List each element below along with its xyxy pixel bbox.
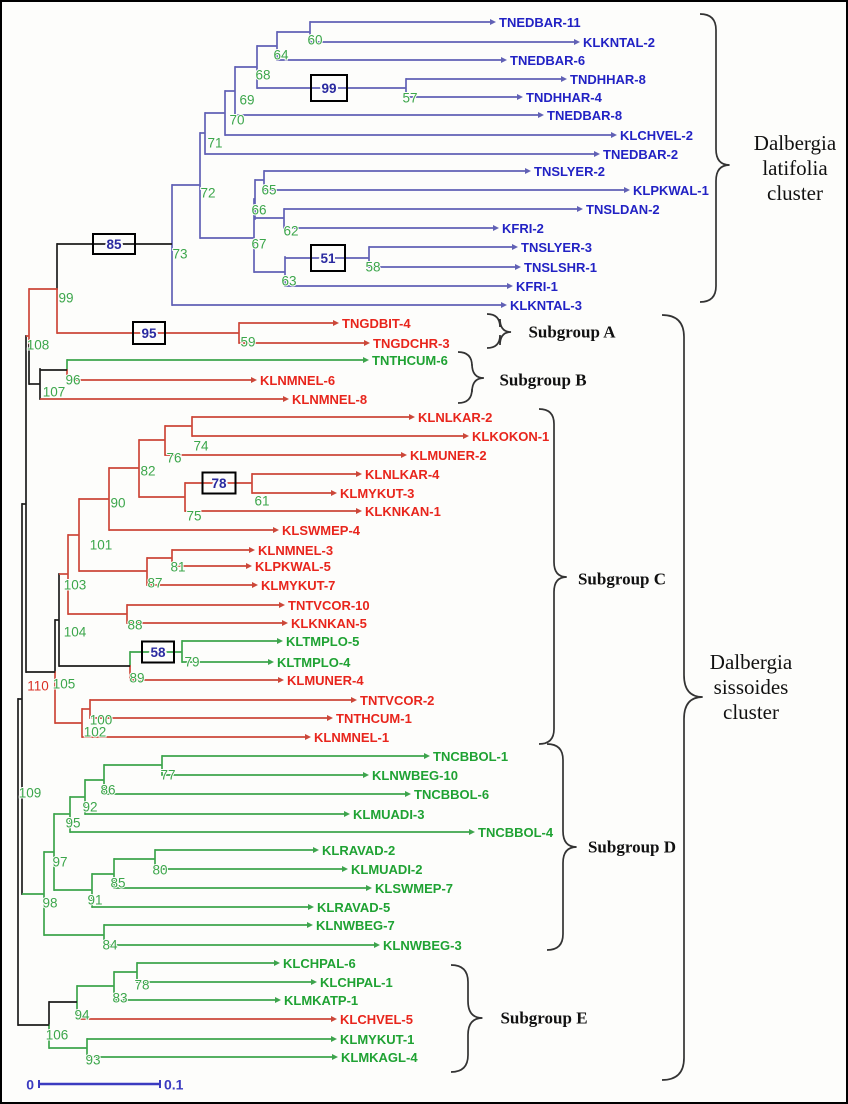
branch-arrowhead-icon <box>252 582 258 588</box>
support-value-label: 80 <box>152 862 168 878</box>
support-value-label: 103 <box>63 577 87 593</box>
support-value-label: 86 <box>100 782 116 798</box>
support-value-label: 98 <box>42 895 58 911</box>
support-value-label: 94 <box>74 1007 90 1023</box>
branch-arrowhead-icon <box>283 396 289 402</box>
leaf-label: TNEDBAR-8 <box>547 108 623 123</box>
leaf-label: TNEDBAR-6 <box>510 53 586 68</box>
support-value-label: 108 <box>26 337 50 353</box>
subgroup-e-brace <box>451 965 482 1072</box>
branch-arrowhead-icon <box>501 302 507 308</box>
branch-arrowhead-icon <box>308 904 314 910</box>
leaf-label: KLPKWAL-1 <box>633 183 709 198</box>
boxed-support-value: 51 <box>320 251 336 266</box>
leaf-label: TNTVCOR-2 <box>360 693 435 708</box>
subgroup-b-brace <box>458 352 484 403</box>
branch-arrowhead-icon <box>344 811 350 817</box>
branch-arrowhead-icon <box>363 772 369 778</box>
leaf-label: TNCBBOL-4 <box>478 825 554 840</box>
leaf-label: KLKNKAN-5 <box>291 616 367 631</box>
leaf-label: KLSWMEP-4 <box>282 523 360 538</box>
leaf-label: KLMKAGL-4 <box>341 1050 418 1065</box>
subgroup-d-label: Subgroup D <box>587 837 677 857</box>
branch-arrowhead-icon <box>469 829 475 835</box>
subgroup-c-label: Subgroup C <box>577 569 667 589</box>
branch-arrowhead-icon <box>594 151 600 157</box>
leaf-label: KLNLKAR-4 <box>365 467 440 482</box>
leaf-label: KLCHVEL-2 <box>620 128 693 143</box>
boxed-support-value: 95 <box>141 326 157 341</box>
support-value-label: 58 <box>365 259 381 275</box>
branch-arrowhead-icon <box>405 791 411 797</box>
branch-arrowhead-icon <box>356 508 362 514</box>
leaf-label: TNEDBAR-2 <box>603 147 679 162</box>
support-value-label: 104 <box>63 624 87 640</box>
branch-arrowhead-icon <box>493 225 499 231</box>
leaf-label: KLNWBEG-10 <box>372 768 458 783</box>
dalbergia-latifolia-cluster-label: Dalbergia <box>753 131 837 155</box>
leaf-label: TNGDBIT-4 <box>342 316 411 331</box>
leaf-label: KLNMNEL-6 <box>260 373 336 388</box>
branch-arrowhead-icon <box>268 659 274 665</box>
leaf-label: KLMYKUT-3 <box>340 486 415 501</box>
support-value-label: 66 <box>251 202 267 218</box>
support-value-label: 63 <box>281 273 297 289</box>
branch-arrowhead-icon <box>374 942 380 948</box>
leaf-label: TNDHHAR-4 <box>526 90 602 105</box>
branch-arrowhead-icon <box>366 885 372 891</box>
branch-arrowhead-icon <box>401 452 407 458</box>
leaf-label: TNDHHAR-8 <box>570 72 646 87</box>
branch-arrowhead-icon <box>574 39 580 45</box>
branch-arrowhead-icon <box>331 490 337 496</box>
branch-arrowhead-icon <box>279 602 285 608</box>
branch-arrowhead-icon <box>624 187 630 193</box>
support-value-label: 92 <box>82 799 98 815</box>
leaf-label: TNGDCHR-3 <box>373 336 450 351</box>
branch-arrowhead-icon <box>246 563 252 569</box>
branch-arrowhead-icon <box>342 866 348 872</box>
dalbergia-latifolia-cluster-label: cluster <box>767 181 823 205</box>
support-value-label: 88 <box>127 617 143 633</box>
branch-arrowhead-icon <box>363 357 369 363</box>
dalbergia-latifolia-cluster-label: latifolia <box>762 156 828 180</box>
branch-arrowhead-icon <box>282 620 288 626</box>
leaf-label: KLNWBEG-3 <box>383 938 462 953</box>
leaf-label: KLRAVAD-2 <box>322 843 396 858</box>
support-value-label: 59 <box>240 334 256 350</box>
branch-arrowhead-icon <box>517 94 523 100</box>
support-value-label: 64 <box>273 47 289 63</box>
branch-arrowhead-icon <box>409 414 415 420</box>
support-value-label: 61 <box>254 493 270 509</box>
leaf-label: TNSLDAN-2 <box>586 202 660 217</box>
branch-arrowhead-icon <box>356 471 362 477</box>
branch-arrowhead-icon <box>277 638 283 644</box>
support-value-label: 110 <box>27 678 49 694</box>
support-value-label: 73 <box>172 246 188 262</box>
leaf-label: KLTMPLO-4 <box>277 655 351 670</box>
branch-arrowhead-icon <box>327 715 333 721</box>
support-value-label: 107 <box>42 384 66 400</box>
support-value-label: 70 <box>229 112 245 128</box>
support-value-label: 65 <box>261 182 277 198</box>
branch-arrowhead-icon <box>538 112 544 118</box>
leaf-label: KLKNTAL-2 <box>583 35 655 50</box>
subgroup-a-label: Subgroup A <box>528 322 616 342</box>
branch-arrowhead-icon <box>501 57 507 63</box>
leaf-label: TNEDBAR-11 <box>499 15 581 30</box>
leaf-label: KLMYKUT-7 <box>261 578 336 593</box>
subgroup-c-brace <box>539 409 567 744</box>
dalbergia-sissoides-cluster-label: cluster <box>723 700 779 724</box>
leaf-label: KLSWMEP-7 <box>375 881 453 896</box>
branch-arrowhead-icon <box>274 960 280 966</box>
support-value-label: 87 <box>147 575 163 591</box>
branch-arrowhead-icon <box>332 1054 338 1060</box>
leaf-label: KLNWBEG-7 <box>316 918 395 933</box>
leaf-label: KLCHPAL-6 <box>283 956 356 971</box>
support-value-label: 81 <box>170 559 186 575</box>
branch-arrowhead-icon <box>313 847 319 853</box>
leaf-label: KLMUADI-2 <box>351 862 423 877</box>
leaf-label: TNCBBOL-1 <box>433 749 509 764</box>
leaf-label: KLMUNER-2 <box>410 448 487 463</box>
leaf-label: TNTHCUM-6 <box>372 353 448 368</box>
branch-arrowhead-icon <box>364 340 370 346</box>
leaf-label: KFRI-1 <box>516 279 558 294</box>
branch-arrowhead-icon <box>490 19 496 25</box>
leaf-label: KLMKATP-1 <box>284 993 359 1008</box>
support-value-label: 78 <box>134 977 150 993</box>
branch-arrowhead-icon <box>249 547 255 553</box>
support-value-label: 69 <box>239 92 255 108</box>
dalbergia-latifolia-brace <box>700 14 730 302</box>
dalbergia-sissoides-brace <box>662 315 703 1080</box>
support-value-label: 74 <box>193 438 209 454</box>
branch-arrowhead-icon <box>515 264 521 270</box>
leaf-label: KLPKWAL-5 <box>255 559 331 574</box>
support-value-label: 97 <box>52 854 68 870</box>
support-value-label: 83 <box>112 990 128 1006</box>
branch-arrowhead-icon <box>307 922 313 928</box>
scale-bar-end-label: 0.1 <box>164 1076 184 1093</box>
leaf-label: KLNMNEL-8 <box>292 392 368 407</box>
leaf-label: KLKNTAL-3 <box>510 298 582 313</box>
support-value-label: 71 <box>207 135 223 151</box>
leaf-label: KLKOKON-1 <box>472 429 550 444</box>
subgroup-b-label: Subgroup B <box>499 370 587 390</box>
branch-arrowhead-icon <box>424 753 430 759</box>
support-value-label: 68 <box>255 67 271 83</box>
leaf-label: TNSLYER-3 <box>521 240 593 255</box>
branch-arrowhead-icon <box>331 1016 337 1022</box>
branch-arrowhead-icon <box>278 677 284 683</box>
leaf-label: TNTHCUM-1 <box>336 711 412 726</box>
branch-arrowhead-icon <box>251 377 257 383</box>
support-value-label: 106 <box>45 1027 69 1043</box>
branch-arrowhead-icon <box>273 527 279 533</box>
boxed-support-value: 78 <box>211 476 227 491</box>
support-value-label: 67 <box>251 236 267 252</box>
leaf-label: TNSLSHR-1 <box>524 260 597 275</box>
leaf-label: KLNLKAR-2 <box>418 410 493 425</box>
branch-arrowhead-icon <box>305 734 311 740</box>
leaf-label: KLCHVEL-5 <box>340 1012 413 1027</box>
dendrogram-canvas <box>2 2 846 1102</box>
support-value-label: 85 <box>110 875 126 891</box>
dalbergia-sissoides-cluster-label: sissoides <box>713 675 789 699</box>
branch-arrowhead-icon <box>525 168 531 174</box>
subgroup-a-brace <box>487 314 511 348</box>
subgroup-d-brace <box>547 744 577 950</box>
support-value-label: 84 <box>102 937 118 953</box>
leaf-label: KFRI-2 <box>502 221 544 236</box>
leaf-label: TNSLYER-2 <box>534 164 606 179</box>
branch-arrowhead-icon <box>611 132 617 138</box>
leaf-label: KLMUADI-3 <box>353 807 425 822</box>
support-value-label: 72 <box>200 185 216 201</box>
boxed-support-value: 99 <box>321 81 337 96</box>
leaf-label: KLKNKAN-1 <box>365 504 441 519</box>
subgroup-e-label: Subgroup E <box>500 1008 588 1028</box>
support-value-label: 91 <box>87 892 103 908</box>
branch-arrowhead-icon <box>507 283 513 289</box>
support-value-label: 62 <box>283 223 299 239</box>
support-value-label: 109 <box>18 785 42 801</box>
support-value-label: 99 <box>58 290 74 306</box>
support-value-label: 82 <box>140 463 156 479</box>
support-value-label: 105 <box>52 676 76 692</box>
support-value-label: 96 <box>65 372 81 388</box>
leaf-label: KLMYKUT-1 <box>340 1032 415 1047</box>
boxed-support-value: 85 <box>106 237 122 252</box>
dalbergia-sissoides-cluster-label: Dalbergia <box>709 650 793 674</box>
branch-arrowhead-icon <box>333 320 339 326</box>
branch-arrowhead-icon <box>512 244 518 250</box>
leaf-label: KLRAVAD-5 <box>317 900 391 915</box>
support-value-label: 95 <box>65 815 81 831</box>
leaf-label: KLTMPLO-5 <box>286 634 360 649</box>
leaf-label: TNCBBOL-6 <box>414 787 490 802</box>
branch-arrowhead-icon <box>463 433 469 439</box>
branch-arrowhead-icon <box>275 997 281 1003</box>
support-value-label: 79 <box>184 654 200 670</box>
support-value-label: 89 <box>129 670 145 686</box>
support-value-label: 102 <box>83 724 107 740</box>
boxed-support-value: 58 <box>150 645 166 660</box>
support-value-label: 101 <box>89 537 113 553</box>
branch-arrowhead-icon <box>561 76 567 82</box>
support-value-label: 77 <box>160 767 176 783</box>
leaf-label: TNTVCOR-10 <box>288 598 370 613</box>
leaf-label: KLNMNEL-1 <box>314 730 390 745</box>
branch-arrowhead-icon <box>311 979 317 985</box>
branch-arrowhead-icon <box>577 206 583 212</box>
branch-arrowhead-icon <box>331 1036 337 1042</box>
support-value-label: 75 <box>186 508 202 524</box>
support-value-label: 100 <box>89 712 113 728</box>
support-value-label: 60 <box>307 32 323 48</box>
scale-bar-start-label: 0 <box>26 1076 34 1093</box>
branch-arrowhead-icon <box>351 697 357 703</box>
support-value-label: 57 <box>402 90 418 106</box>
support-value-label: 76 <box>166 450 182 466</box>
support-value-label: 93 <box>85 1052 101 1068</box>
support-value-label: 90 <box>110 495 126 511</box>
leaf-label: KLMUNER-4 <box>287 673 364 688</box>
leaf-label: KLCHPAL-1 <box>320 975 393 990</box>
leaf-label: KLNMNEL-3 <box>258 543 334 558</box>
